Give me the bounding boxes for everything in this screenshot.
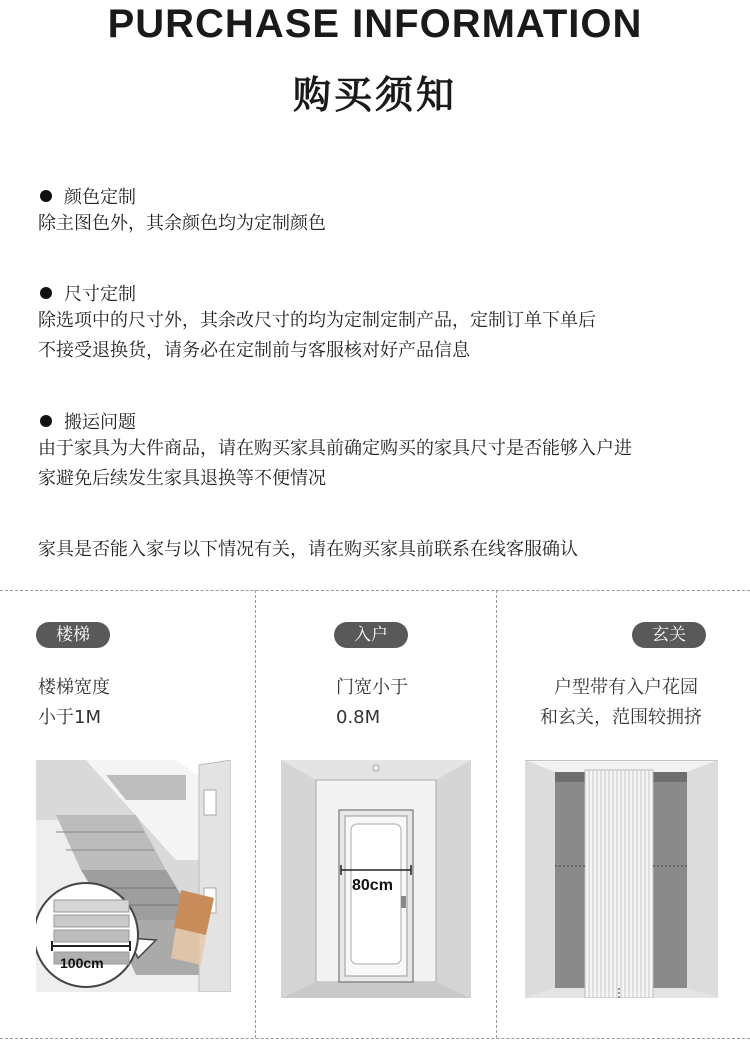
door-desc-line: 门宽小于 bbox=[336, 677, 408, 698]
page-title-cn: 购买须知 bbox=[292, 73, 457, 117]
bullet-icon bbox=[40, 287, 52, 299]
panel-divider-vertical bbox=[255, 590, 256, 1038]
section-text: 除选项中的尺寸外，其余改尺寸的均为定制定制产品，定制订单下单后 bbox=[38, 310, 596, 331]
section-text: 家避免后续发生家具退换等不便情况 bbox=[38, 468, 326, 489]
panel-divider-vertical bbox=[496, 590, 497, 1038]
section-heading: 尺寸定制 bbox=[64, 284, 136, 305]
tag-foyer: 玄关 bbox=[632, 622, 706, 648]
section-heading: 搬运问题 bbox=[64, 412, 136, 433]
delivery-note: 家具是否能入家与以下情况有关，请在购买家具前联系在线客服确认 bbox=[38, 539, 578, 560]
panel-divider-bottom bbox=[0, 1038, 750, 1039]
bullet-icon bbox=[40, 415, 52, 427]
door-illustration bbox=[281, 760, 471, 998]
section-text: 由于家具为大件商品，请在购买家具前确定购买的家具尺寸是否能够入户进 bbox=[38, 438, 632, 459]
stairs-measure-label: 100cm bbox=[60, 955, 104, 971]
door-desc-line: 0.8M bbox=[336, 707, 381, 728]
entrance-illustration bbox=[525, 760, 718, 998]
bullet-icon bbox=[40, 190, 52, 202]
panel-divider-top bbox=[0, 590, 750, 591]
foyer-desc-line: 户型带有入户花园 bbox=[554, 677, 698, 698]
section-heading: 颜色定制 bbox=[64, 187, 136, 208]
stairs-desc bbox=[38, 673, 110, 733]
stairs-desc-line: 小于1M bbox=[38, 707, 101, 728]
section-text: 除主图色外，其余颜色均为定制颜色 bbox=[38, 213, 326, 234]
section-size-custom bbox=[38, 280, 596, 366]
foyer-desc bbox=[540, 673, 702, 733]
stairs-illustration bbox=[36, 760, 231, 992]
tag-entrance: 入户 bbox=[334, 622, 408, 648]
section-delivery bbox=[38, 408, 632, 494]
stairs-desc-line: 楼梯宽度 bbox=[38, 677, 110, 698]
section-text: 不接受退换货，请务必在定制前与客服核对好产品信息 bbox=[38, 340, 470, 361]
page-title-en: PURCHASE INFORMATION bbox=[107, 2, 643, 46]
tag-stairs: 楼梯 bbox=[36, 622, 110, 648]
foyer-desc-line: 和玄关，范围较拥挤 bbox=[540, 707, 702, 728]
section-color-custom bbox=[38, 183, 326, 239]
door-desc bbox=[336, 673, 408, 733]
folding-screen bbox=[585, 770, 653, 998]
door-measure-label: 80cm bbox=[352, 877, 393, 894]
